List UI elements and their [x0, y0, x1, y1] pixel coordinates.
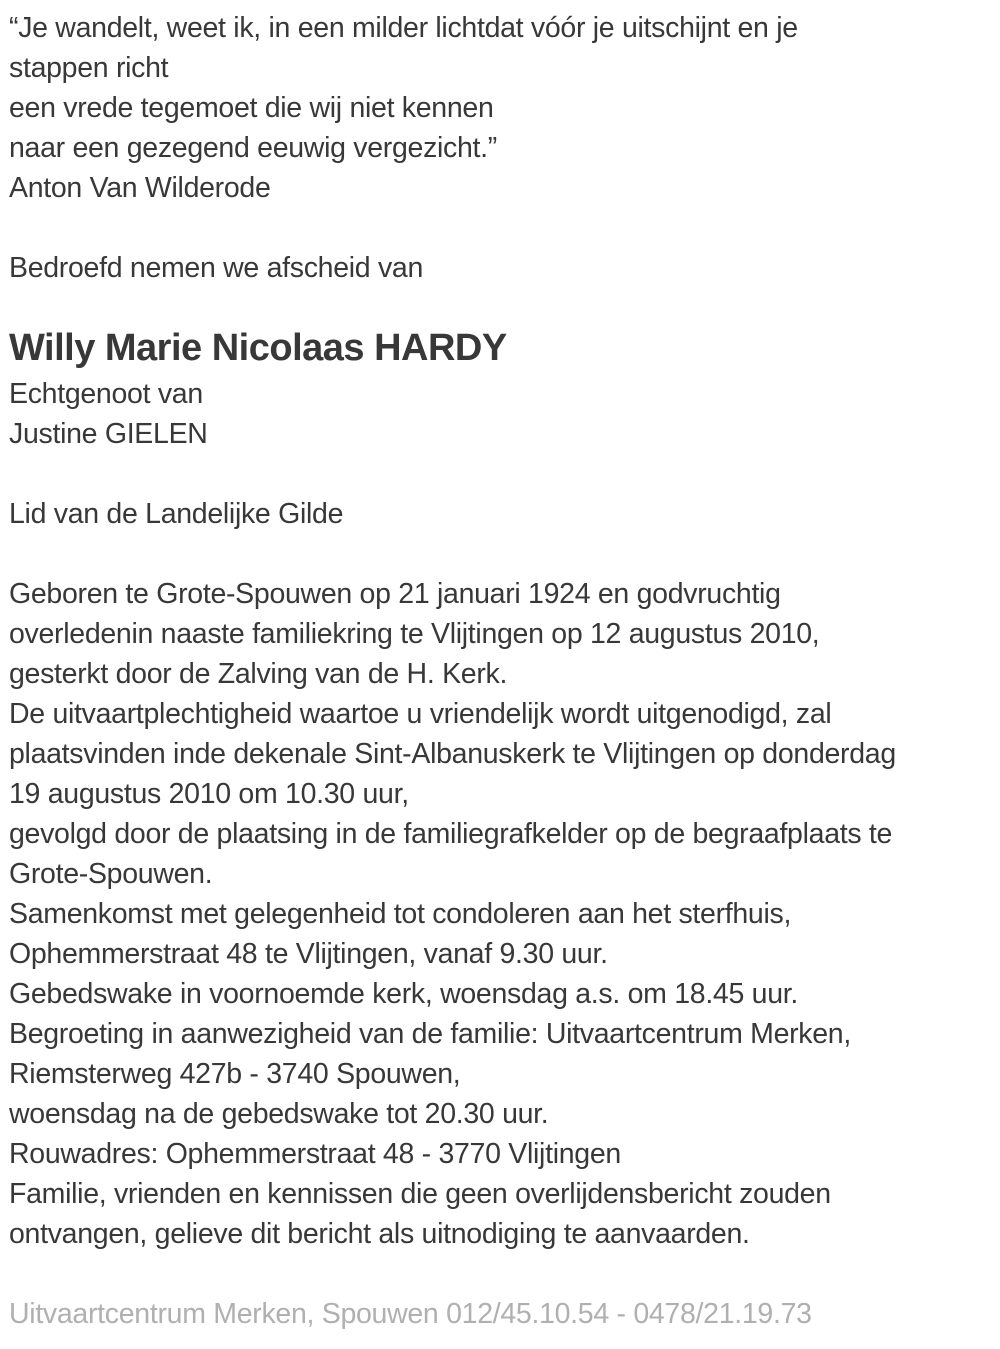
spacer	[9, 208, 1000, 248]
announcement-line: Rouwadres: Ophemmerstraat 48 - 3770 Vlijtingen	[9, 1138, 621, 1170]
membership-line: Lid van de Landelijke Gilde	[9, 498, 344, 530]
quote-attribution: Anton Van Wilderode	[9, 172, 271, 204]
announcement-line: Grote-Spouwen.	[9, 858, 213, 890]
funeral-home-footer: Uitvaartcentrum Merken, Spouwen 012/45.10.54 - 0478/21.19.73	[9, 1298, 812, 1330]
announcement-line: gesterkt door de Zalving van de H. Kerk.	[9, 658, 508, 690]
announcement-line: plaatsvinden inde dekenale Sint-Albanuskerk te Vlijtingen op donderdag	[9, 738, 896, 770]
spacer	[9, 534, 1000, 574]
intro-line: Bedroefd nemen we afscheid van	[9, 252, 424, 284]
announcement-line: gevolgd door de plaatsing in de familiegrafkelder op de begraafplaats te	[9, 818, 893, 850]
announcement-line: Familie, vrienden en kennissen die geen overlijdensbericht zouden	[9, 1178, 831, 1210]
announcement-line: Begroeting in aanwezigheid van de familie: Uitvaartcentrum Merken,	[9, 1018, 851, 1050]
announcement-line: 19 augustus 2010 om 10.30 uur,	[9, 778, 409, 810]
announcement-line: Riemsterweg 427b - 3740 Spouwen,	[9, 1058, 461, 1090]
relation-label: Echtgenoot van	[9, 378, 203, 410]
announcement-line: De uitvaartplechtigheid waartoe u vriendelijk wordt uitgenodigd, zal	[9, 698, 832, 730]
announcement-line: Geboren te Grote-Spouwen op 21 januari 1924 en godvruchtig	[9, 578, 781, 610]
announcement-line: overledenin naaste familiekring te Vlijtingen op 12 augustus 2010,	[9, 618, 820, 650]
spacer	[9, 454, 1000, 494]
announcement-line: Ophemmerstraat 48 te Vlijtingen, vanaf 9.30 uur.	[9, 938, 608, 970]
poem-quote	[9, 8, 1000, 208]
quote-line: naar een gezegend eeuwig vergezicht.”	[9, 132, 497, 164]
announcement-line: ontvangen, gelieve dit bericht als uitnodiging te aanvaarden.	[9, 1218, 750, 1250]
quote-line: een vrede tegemoet die wij niet kennen	[9, 92, 494, 124]
announcement-text	[9, 574, 1000, 1254]
quote-line: “Je wandelt, weet ik, in een milder lichtdat vóór je uitschijnt en je	[9, 12, 798, 44]
deceased-name: Willy Marie Nicolaas HARDY	[9, 327, 507, 369]
announcement-line: Samenkomst met gelegenheid tot condoleren aan het sterfhuis,	[9, 898, 792, 930]
announcement-line: woensdag na de gebedswake tot 20.30 uur.	[9, 1098, 549, 1130]
quote-line: stappen richt	[9, 52, 169, 84]
spouse-name: Justine GIELEN	[9, 418, 208, 450]
announcement-line: Gebedswake in voornoemde kerk, woensdag a.s. om 18.45 uur.	[9, 978, 798, 1010]
